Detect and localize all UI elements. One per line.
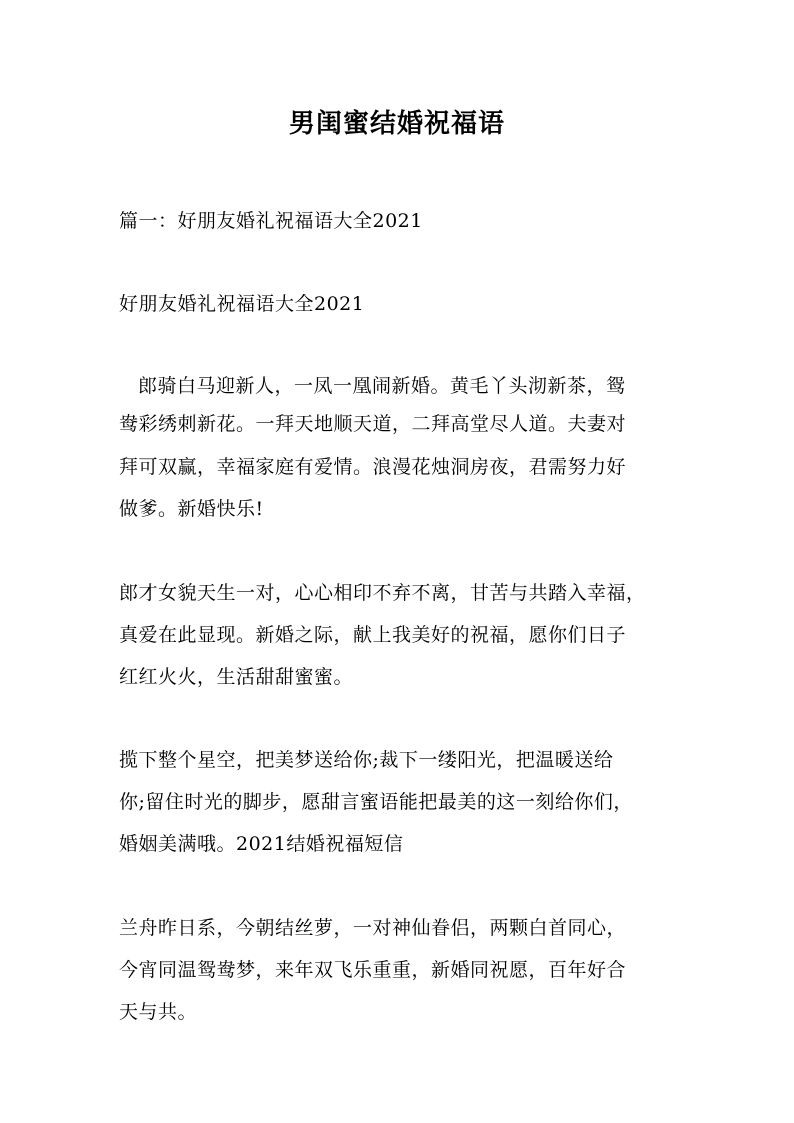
paragraph-1-line-3: 拜可双赢，幸福家庭有爱情。浪漫花烛洞房夜，君需努力好 (119, 456, 627, 478)
paragraph-4-line-3: 天与共。 (119, 1001, 198, 1023)
paragraph-4-line-2: 今宵同温鸳鸯梦，来年双飞乐重重，新婚同祝愿，百年好合 (119, 959, 627, 981)
paragraph-1-line-4: 做爹。新婚快乐! (119, 498, 264, 520)
section-heading: 篇一：好朋友婚礼祝福语大全2021 (119, 210, 423, 232)
subheading: 好朋友婚礼祝福语大全2021 (119, 293, 365, 315)
paragraph-3-line-3: 婚姻美满哦。2021结婚祝福短信 (119, 833, 404, 855)
paragraph-3-line-1: 揽下整个星空，把美梦送给你;裁下一缕阳光，把温暖送给 (119, 749, 614, 771)
paragraph-4-line-1: 兰舟昨日系，今朝结丝萝，一对神仙眷侣，两颗白首同心， (119, 917, 627, 939)
paragraph-1-line-2: 鸯彩绣刺新花。一拜天地顺天道，二拜高堂尽人道。夫妻对 (119, 413, 627, 435)
paragraph-3-line-2: 你;留住时光的脚步，愿甜言蜜语能把最美的这一刻给你们， (119, 791, 633, 813)
paragraph-2-line-3: 红红火火，生活甜甜蜜蜜。 (119, 666, 354, 688)
paragraph-1-line-1: 郎骑白马迎新人，一凤一凰闹新婚。黄毛丫头沏新茶，鸳 (138, 375, 626, 397)
paragraph-2-line-2: 真爱在此显现。新婚之际，献上我美好的祝福，愿你们日子 (119, 624, 627, 646)
page-title: 男闺蜜结婚祝福语 (288, 109, 505, 139)
paragraph-2-line-1: 郎才女貌天生一对，心心相印不弃不离，甘苦与共踏入幸福， (119, 582, 646, 604)
